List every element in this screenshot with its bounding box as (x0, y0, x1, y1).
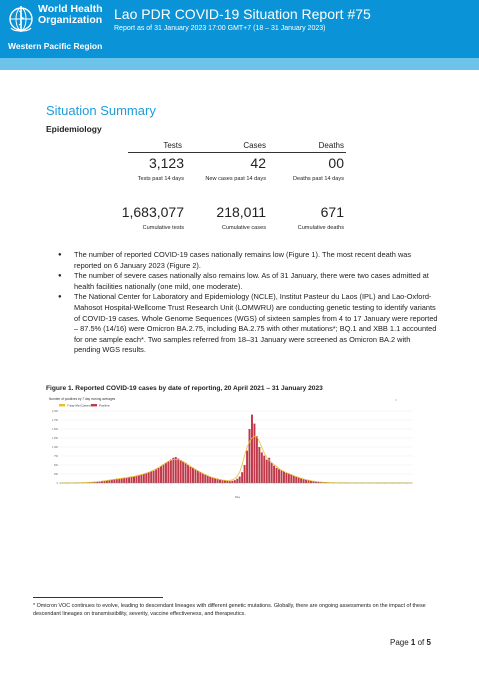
report-subtitle: Report as of 31 January 2023 17:00 GMT+7 (18 – 31 January 2023) (114, 25, 326, 32)
tests-14-label: Tests past 14 days (137, 176, 184, 182)
bar (214, 478, 216, 483)
bullet-item: ● The number of reported COVID-19 cases nationally remains low (Figure 1). The most recent death was reported on 6 January 2023 (Figure 2). (58, 250, 438, 271)
bar (273, 466, 275, 483)
bar (290, 474, 292, 483)
bar (192, 468, 194, 483)
page-number (390, 638, 431, 647)
bar (138, 475, 140, 483)
bar (180, 460, 182, 483)
bar (199, 472, 201, 483)
bar (194, 469, 196, 483)
who-org-name (38, 4, 103, 26)
who-region-name: Western Pacific Region (8, 41, 103, 51)
bar (303, 479, 305, 483)
bar (207, 476, 209, 483)
bar (224, 480, 226, 483)
bar (165, 463, 167, 483)
x-axis-title: Day (235, 495, 240, 499)
bar (308, 480, 310, 483)
footnote: * Omicron VOC continues to evolve, leading to descendant lineages with different genetic mutations. Globally, there are ongoing assessments on the impact of these descendant lineages on transmissibility, severity, vaccine effectiveness, and therapeutics. (33, 603, 426, 617)
bar (135, 476, 137, 483)
bullet-item: ● The number of severe cases nationally also remains low. As of 31 January, there were two cases admitted at health facilities nationally (one mild, one moderate). (58, 271, 438, 292)
bar (229, 481, 231, 483)
chart-bars (64, 415, 408, 483)
bar (212, 478, 214, 483)
bar (263, 456, 265, 483)
bar (288, 474, 290, 483)
bar (133, 477, 135, 483)
bar (170, 460, 172, 483)
bar (190, 467, 192, 483)
bar (202, 474, 204, 483)
stats-rule (128, 152, 346, 153)
report-header (0, 0, 479, 58)
section-title: Situation Summary (46, 103, 156, 118)
bar (256, 436, 258, 483)
cases-14-value: 42 (250, 155, 266, 171)
bar (295, 477, 297, 483)
bar (177, 459, 179, 483)
bar (118, 479, 120, 483)
cases-cum-label: Cumulative cases (221, 225, 266, 231)
page-prefix: Page (390, 638, 411, 647)
bar (155, 469, 157, 483)
deaths-14-value: 00 (328, 155, 344, 171)
bar (266, 460, 268, 483)
bar (126, 478, 128, 483)
bar (148, 472, 150, 483)
bar (204, 475, 206, 483)
bar (219, 480, 221, 483)
bar (121, 478, 123, 483)
chart-grid (52, 410, 413, 485)
bar (187, 465, 189, 483)
bar (298, 478, 300, 483)
bar (217, 479, 219, 483)
bar (249, 429, 251, 483)
bar (253, 424, 255, 483)
bar (239, 477, 241, 483)
chart-menu-icon: ≡ (395, 398, 397, 402)
bar (246, 451, 248, 483)
cases-chart (45, 395, 420, 502)
bar (236, 479, 238, 483)
tests-cum-value: 1,683,077 (121, 204, 184, 220)
who-emblem-icon (6, 4, 36, 34)
tests-header: Tests (163, 141, 182, 150)
bar (285, 473, 287, 483)
bar (293, 476, 295, 483)
y-tick-label: 0 (56, 481, 58, 485)
y-tick-label: 500 (54, 463, 58, 467)
bar (209, 477, 211, 483)
bar (167, 461, 169, 483)
bar (182, 461, 184, 483)
subsection-title: Epidemiology (46, 124, 102, 134)
y-tick-label: 1,500 (52, 427, 58, 431)
who-name-line1: World Health (38, 3, 103, 15)
bar (221, 480, 223, 483)
y-tick-label: 750 (54, 454, 58, 458)
bar (158, 468, 160, 483)
chart-title: Number of positives by 7 day moving averages (49, 397, 116, 401)
y-tick-label: 1,250 (52, 436, 58, 440)
bar (162, 464, 164, 483)
header-stripe (0, 58, 479, 70)
bullet-item: ● The National Center for Laboratory and Epidemiology (NCLE), Institut Pasteur du Laos (IPL) and Lao-Oxford-Mahosot Hospital-Wellcome Trust Research Unit (LOMWRU) are conducting genetic testing to identify variants of COVID-19 cases. Whole Genome Sequences (WGS) of sixteen samples from 4 to 17 January were reported – 87.5% (14/16) were Omicron BA.2.75, including BA.2.75 with other mutations*; BQ.1 and XBB 1.1 accounted for one sample each*. Two samples referred from 18–31 January were screened as Omicron BA.2 with pending WGS results. (58, 292, 438, 356)
report-title: Lao PDR COVID-19 Situation Report #75 (114, 6, 371, 22)
bar (131, 477, 133, 483)
y-tick-label: 250 (54, 472, 58, 476)
bar (300, 478, 302, 483)
tests-cum-label: Cumulative tests (142, 225, 184, 231)
cases-cum-value: 218,011 (216, 204, 266, 220)
legend-line-label: 7-day Ma (Cases) (67, 403, 91, 408)
bar (113, 479, 115, 483)
y-tick-label: 2,000 (52, 409, 58, 413)
figure-caption: Figure 1. Reported COVID-19 cases by date of reporting, 20 April 2021 – 31 January 2023 (46, 385, 323, 392)
legend-bar-label: Positive (99, 403, 110, 408)
bar (241, 472, 243, 483)
page-middle: of (415, 638, 427, 647)
bar (258, 447, 260, 483)
tests-14-value: 3,123 (148, 155, 184, 171)
page-current: 1 (410, 638, 416, 647)
bar (145, 473, 147, 483)
page-total: 5 (426, 638, 431, 647)
deaths-14-label: Deaths past 14 days (293, 176, 344, 182)
bar (278, 469, 280, 483)
bar (175, 457, 177, 483)
bar (234, 480, 236, 483)
deaths-header: Deaths (318, 141, 344, 150)
bar (268, 458, 270, 483)
bar (153, 471, 155, 483)
bar (283, 471, 285, 483)
bar (276, 468, 278, 483)
bar (197, 471, 199, 483)
bar (172, 458, 174, 483)
footnote-rule (33, 597, 163, 598)
bar (251, 415, 253, 483)
bar (280, 470, 282, 483)
bar (143, 474, 145, 483)
legend-line-swatch (59, 404, 65, 406)
deaths-cum-label: Cumulative deaths (297, 225, 344, 231)
cases-header: Cases (243, 141, 266, 150)
bar (305, 480, 307, 483)
moving-average-line (60, 436, 412, 483)
y-tick-label: 1,000 (52, 445, 58, 449)
legend-bar-swatch (91, 404, 97, 406)
bar (185, 463, 187, 483)
who-name-line2: Organization (38, 14, 103, 26)
bar (150, 471, 152, 483)
cases-14-label: New cases past 14 days (205, 176, 266, 182)
deaths-cum-value: 671 (320, 204, 344, 220)
bar (271, 463, 273, 483)
bar (231, 481, 233, 483)
bar (128, 477, 130, 483)
summary-bullets (58, 250, 438, 356)
bar (261, 452, 263, 483)
bar (160, 466, 162, 483)
y-tick-label: 1,750 (52, 418, 58, 422)
bar (226, 481, 228, 483)
bar (140, 475, 142, 483)
bar (244, 465, 246, 483)
